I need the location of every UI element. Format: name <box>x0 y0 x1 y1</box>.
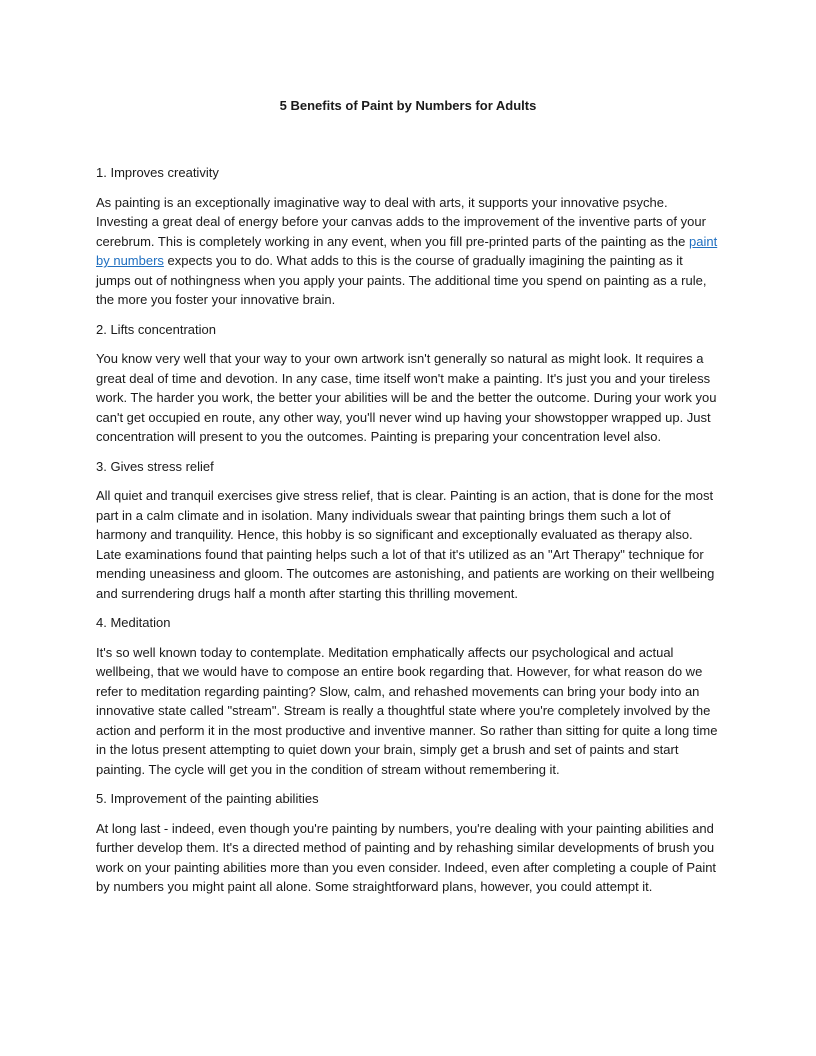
section-body-creativity <box>96 193 720 310</box>
section-heading-meditation: 4. Meditation <box>96 615 171 630</box>
section-body-painting-abilities: At long last - indeed, even though you're painting by numbers, you're dealing with your painting abilities and further develop them. It's a directed method of painting and by rehashing similar developments of brush you work on your painting abilities more than you even consider. Indeed, even after completing a couple of Paint by numbers you might paint all alone. Some straightforward plans, however, you could attempt it. <box>96 820 717 894</box>
document-page <box>96 96 720 907</box>
section-heading-painting-abilities: 5. Improvement of the painting abilities <box>96 791 319 806</box>
document-title: 5 Benefits of Paint by Numbers for Adults <box>279 98 537 113</box>
body-text: expects you to do. What adds to this is the course of gradually imagining the painting as it jumps out of nothingness when you apply your paints. The additional time you spend on painting as a rule, the more you foster your innovative brain. <box>96 253 707 307</box>
section-heading-stress-relief: 3. Gives stress relief <box>96 458 214 474</box>
section-body-concentration: You know very well that your way to your own artwork isn't generally so natural as might look. It requires a great deal of time and devotion. In any case, time itself won't make a painting. It's just you and your tireless work. The harder you work, the better your abilities will be and the better the outcome. During your work you can't get occupied en route, any other way, you'll never wind up having your showstopper wrapped up. Just concentration will present to you the outcomes. Painting is preparing your concentration level also. <box>96 351 717 444</box>
paint-by-numbers-link[interactable]: paint by numbers <box>96 233 718 268</box>
section-body-stress-relief: All quiet and tranquil exercises give stress relief, that is clear. Painting is an action, that is done for the most part in a calm climate and in isolation. Many individuals swear that painting brings them such a lot of harmony and tranquility. Hence, this hobby is so significant and exceptionally evaluated as therapy also. Late examinations found that painting helps such a lot of that it's utilized as an "Art Therapy" technique for mending uneasiness and gloom. The outcomes are astonishing, and patients are working on their wellbeing and surrendering drugs half a month after starting this thrilling movement. <box>96 488 715 601</box>
section-heading-creativity: 1. Improves creativity <box>96 165 219 180</box>
body-text: As painting is an exceptionally imaginative way to deal with arts, it supports your innovative psyche. Investing a great deal of energy before your canvas adds to the improvement of the inventive parts of your cerebrum. This is completely working in any event, when you fill pre-printed parts of the painting as the <box>96 194 706 249</box>
section-body-meditation: It's so well known today to contemplate. Meditation emphatically affects our psychological and actual wellbeing, that we would have to compose an entire book regarding that. However, for what reason do we refer to meditation regarding painting? Slow, calm, and rehashed movements can bring your body into an innovative state called "stream". Stream is really a thoughtful state where you're completely involved by the action and perform it in the most productive and inventive manner. So rather than sitting for quite a long time in the lotus present attempting to quiet down your brain, simply get a brush and set of paints and start painting. The cycle will get you in the condition of stream without remembering it. <box>96 644 718 777</box>
section-heading-concentration: 2. Lifts concentration <box>96 321 216 337</box>
